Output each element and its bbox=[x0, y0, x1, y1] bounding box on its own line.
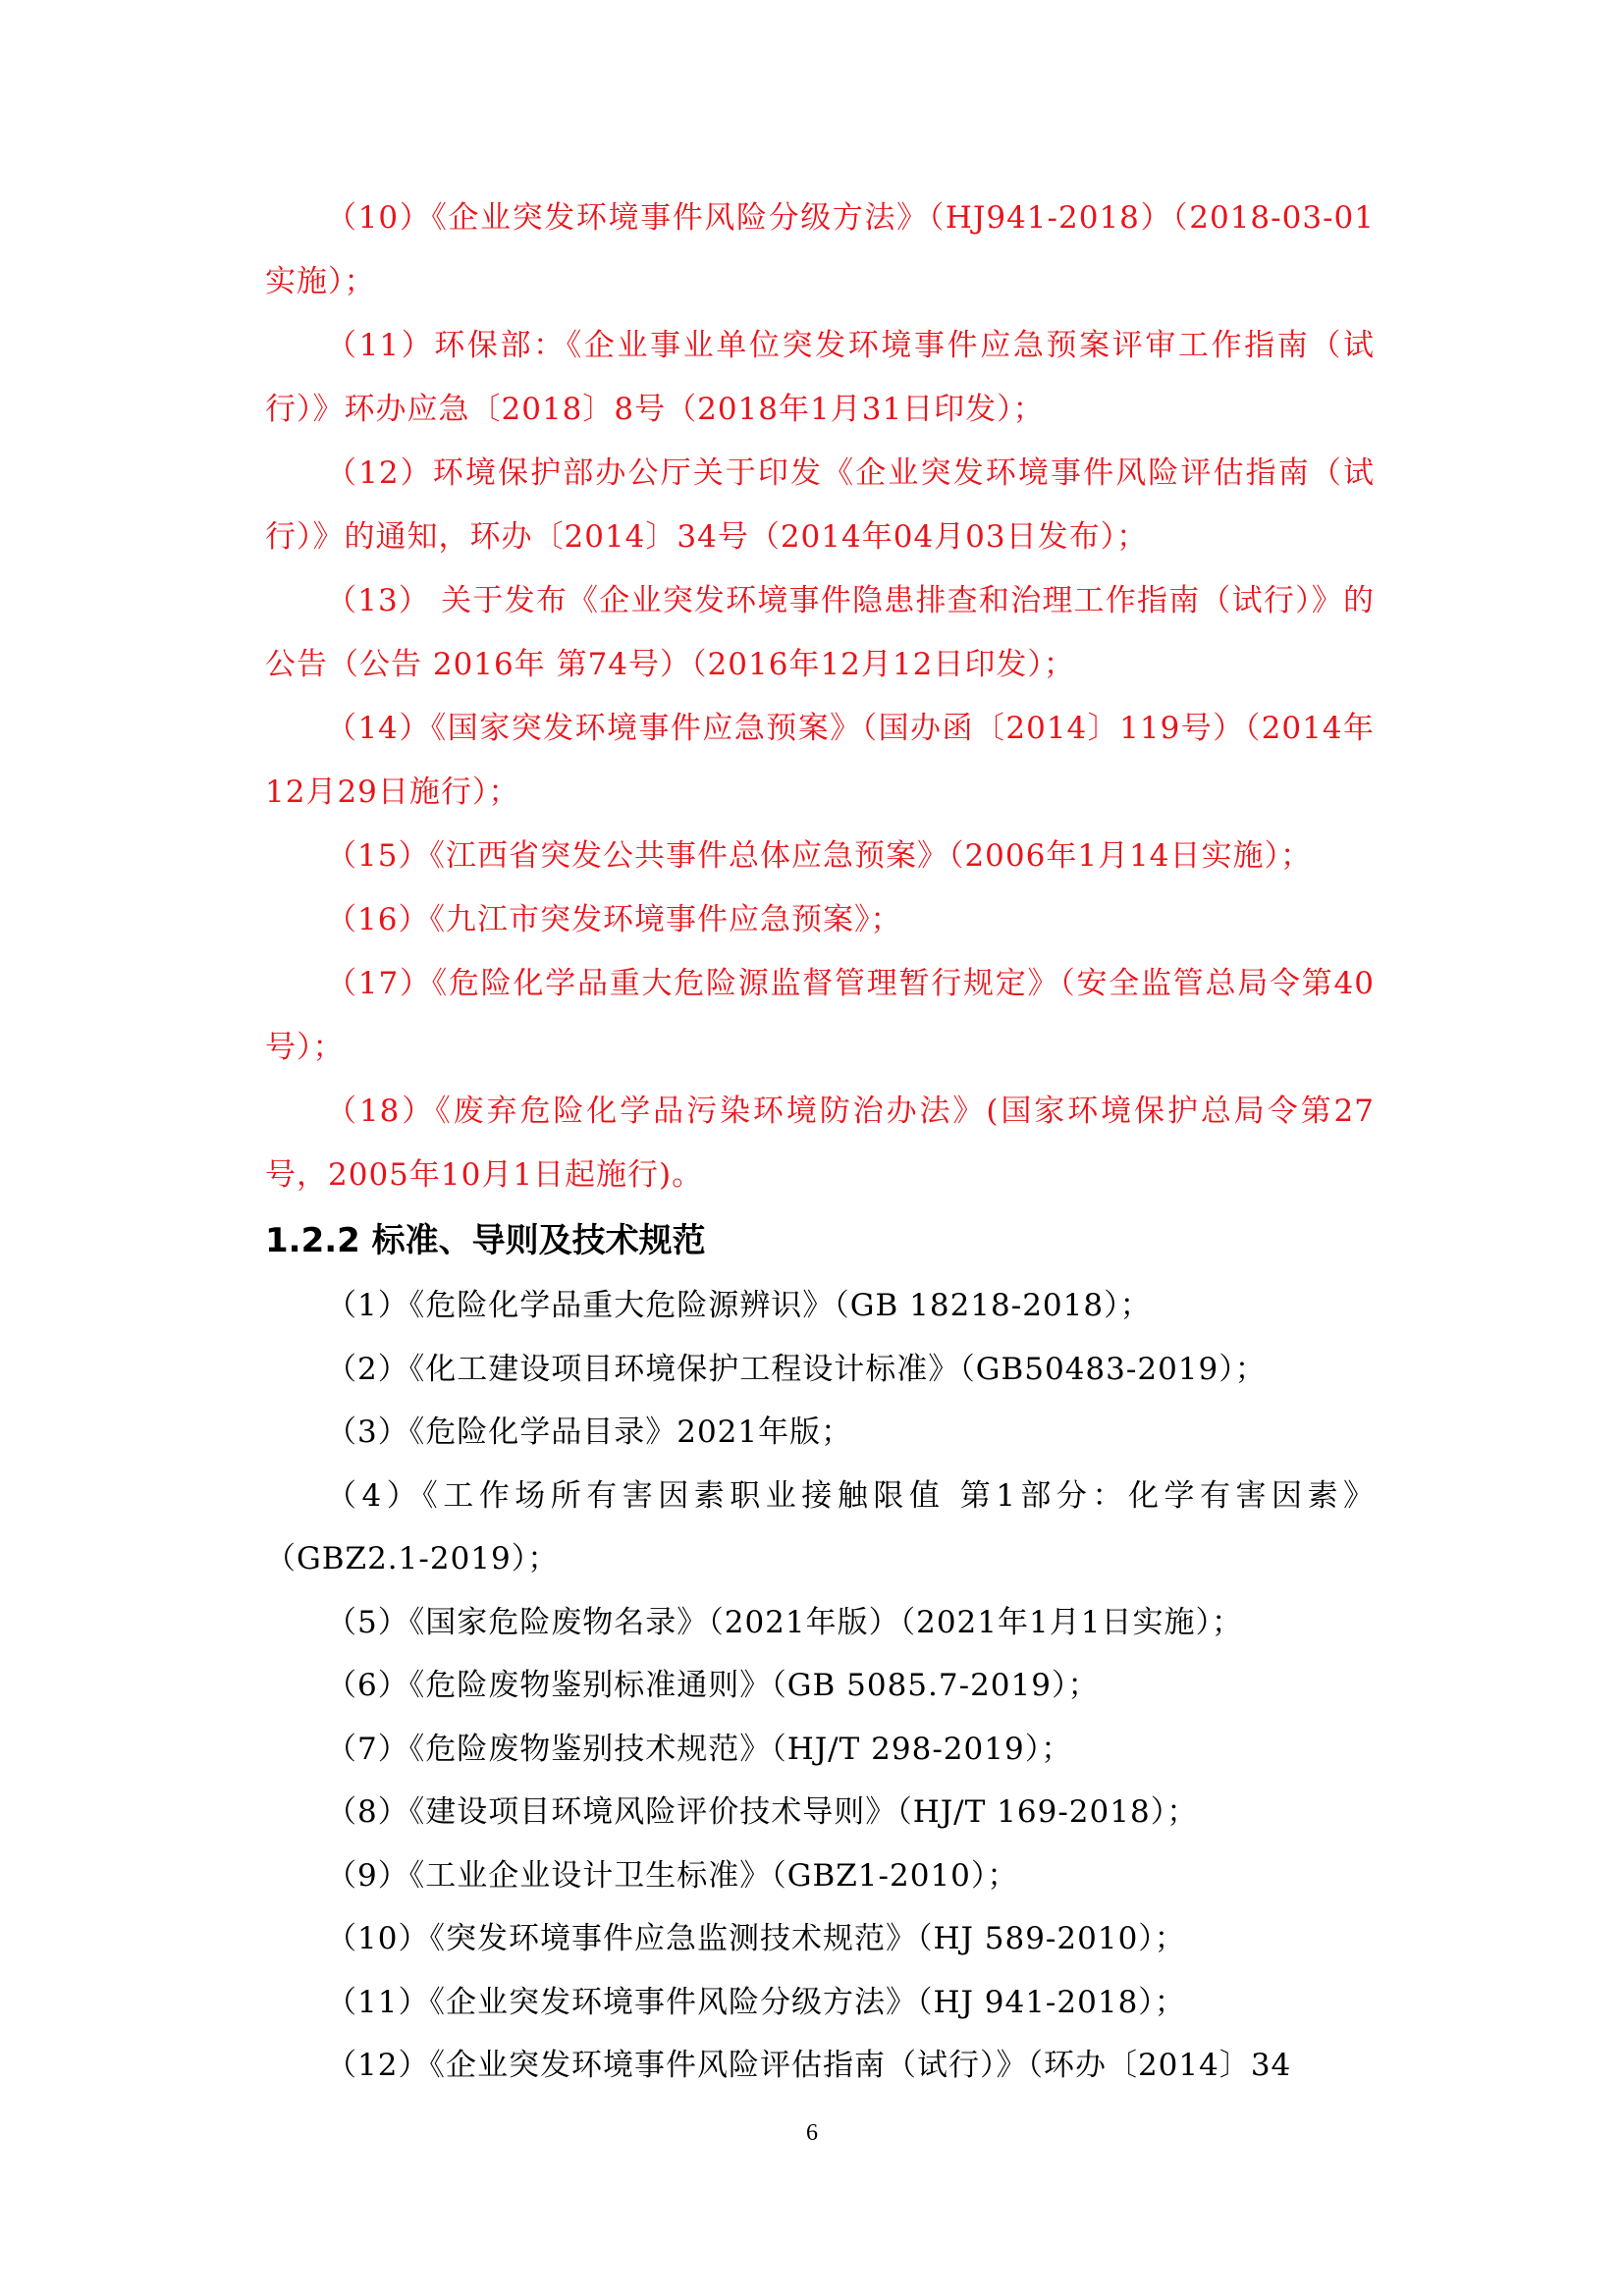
list-item: （4）《工作场所有害因素职业接触限值 第1部分：化学有害因素》（GBZ2.1-2019）； bbox=[265, 1477, 1375, 1576]
list-item: （17）《危险化学品重大危险源监督管理暂行规定》（安全监管总局令第40号）； bbox=[265, 966, 1375, 1065]
list-item: （16）《九江市突发环境事件应急预案》； bbox=[326, 902, 902, 937]
list-item: （8）《建设项目环境风险评价技术导则》（HJ/T 169-2018）； bbox=[326, 1794, 1199, 1830]
list-item: （9）《工业企业设计卫生标准》（GBZ1-2010）； bbox=[326, 1857, 1019, 1894]
list-item: （12）环境保护部办公厅关于印发《企业突发环境事件风险评估指南（试行）》的通知，环办〔2014〕34号（2014年04月03日发布）； bbox=[265, 455, 1375, 555]
list-item: （15）《江西省突发公共事件总体应急预案》（2006年1月14日实施）； bbox=[326, 838, 1313, 874]
regulations-list bbox=[265, 187, 1375, 1207]
list-item: （14）《国家突发环境事件应急预案》（国办函〔2014〕119号）（2014年12月29日施行）； bbox=[265, 711, 1375, 810]
list-item: （2）《化工建设项目环境保护工程设计标准》（GB50483-2019）； bbox=[326, 1351, 1267, 1387]
list-item: （13） 关于发布《企业突发环境事件隐患排查和治理工作指南（试行）》的公告（公告 2016年 第74号）（2016年12月12日印发）； bbox=[265, 583, 1375, 682]
list-item: （1）《危险化学品重大危险源辨识》（GB 18218-2018）； bbox=[326, 1288, 1152, 1323]
list-item: （11）《企业突发环境事件风险分级方法》（HJ 941-2018）； bbox=[326, 1984, 1186, 2020]
page-number: 6 bbox=[806, 2120, 818, 2146]
page-content bbox=[265, 187, 1375, 2098]
list-item: （10）《企业突发环境事件风险分级方法》（HJ941-2018）（2018-03-01实施）； bbox=[265, 200, 1375, 299]
list-item: （10）《突发环境事件应急监测技术规范》（HJ 589-2010）； bbox=[326, 1921, 1186, 1956]
list-item: （11）环保部：《企业事业单位突发环境事件应急预案评审工作指南（试行）》环办应急〔2018〕8号（2018年1月31日印发）； bbox=[265, 328, 1375, 427]
list-item: （12）《企业突发环境事件风险评估指南（试行）》（环办〔2014〕34 bbox=[326, 2048, 1292, 2083]
list-item: （5）《国家危险废物名录》（2021年版）（2021年1月1日实施）； bbox=[326, 1604, 1243, 1640]
list-item: （18）《废弃危险化学品污染环境防治办法》(国家环境保护总局令第27号，2005年10月1日起施行)。 bbox=[265, 1094, 1375, 1193]
standards-list bbox=[265, 1274, 1375, 2098]
list-item: （3）《危险化学品目录》2021年版； bbox=[326, 1415, 853, 1450]
section-heading: 1.2.2 标准、导则及技术规范 bbox=[265, 1221, 706, 1260]
list-item: （7）《危险废物鉴别技术规范》（HJ/T 298-2019）； bbox=[326, 1731, 1073, 1767]
list-item: （6）《危险废物鉴别标准通则》（GB 5085.7-2019）； bbox=[326, 1668, 1100, 1703]
